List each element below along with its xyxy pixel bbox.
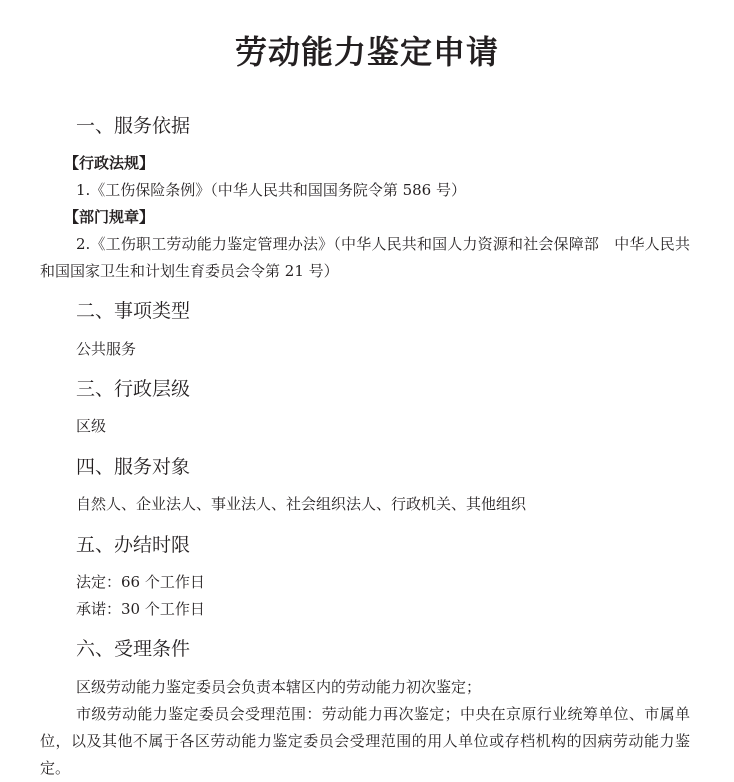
document-title: 劳动能力鉴定申请 bbox=[234, 33, 499, 71]
service-target-value: 自然人、企业法人、事业法人、社会组织法人、行政机关、其他组织 bbox=[76, 495, 527, 513]
admin-regulations-label: 【行政法规】 bbox=[64, 154, 155, 172]
promised-time-limit: 承诺：30 个工作日 bbox=[76, 600, 205, 618]
dept-rules-label: 【部门规章】 bbox=[64, 208, 155, 226]
dept-rule-2: 2.《工伤职工劳动能力鉴定管理办法》（中华人民共和国人力资源和社会保障部 中华人民共和国国家卫生和计划生育委员会令第 21 号） bbox=[40, 235, 690, 280]
admin-regulation-1: 1.《工伤保险条例》（中华人民共和国国务院令第 586 号） bbox=[76, 181, 466, 199]
item-type-value: 公共服务 bbox=[76, 340, 137, 358]
section-heading-admin-level: 三、行政层级 bbox=[76, 378, 191, 400]
conditions-paragraph-2: 市级劳动能力鉴定委员会受理范围：劳动能力再次鉴定；中央在京原行业统筹单位、市属单位，以及其他不属于各区劳动能力鉴定委员会受理范围的用人单位或存档机构的因病劳动能力鉴定。 bbox=[40, 705, 690, 777]
statutory-time-limit: 法定：66 个工作日 bbox=[76, 573, 205, 591]
section-heading-item-type: 二、事项类型 bbox=[76, 300, 191, 322]
section-heading-basis: 一、服务依据 bbox=[76, 115, 191, 137]
section-heading-service-target: 四、服务对象 bbox=[76, 456, 191, 478]
section-heading-conditions: 六、受理条件 bbox=[76, 638, 191, 660]
section-heading-time-limit: 五、办结时限 bbox=[76, 534, 191, 556]
admin-level-value: 区级 bbox=[76, 417, 107, 435]
conditions-paragraph-1: 区级劳动能力鉴定委员会负责本辖区内的劳动能力初次鉴定； bbox=[76, 678, 482, 696]
